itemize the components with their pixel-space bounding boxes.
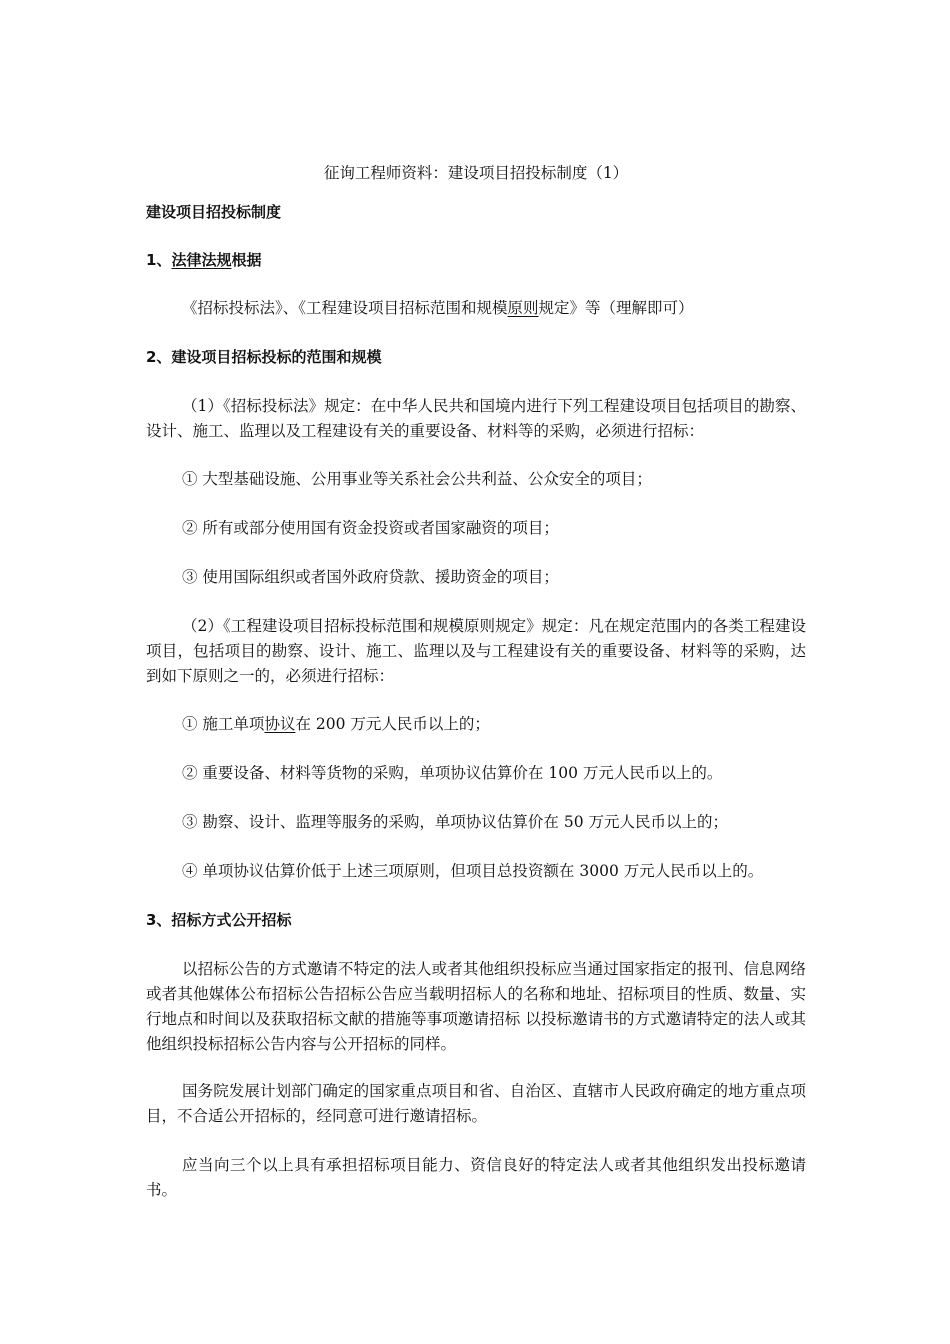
section-3-heading: 3、招标方式公开招标 [146,911,292,929]
section-1-heading [146,248,806,273]
list-item-pre: ① 施工单项 [182,715,265,733]
laws-link[interactable]: 法律法规 [171,251,232,269]
section-1-body [146,296,806,321]
agreement-link[interactable]: 协议 [264,715,296,733]
section-3-paragraph-2: 国务院发展计划部门确定的国家重点项目和省、自治区、直辖市人民政府确定的地方重点项目，不合适公开招标的，经同意可进行邀请招标。 [146,1082,806,1125]
section-3-paragraph-1: 以招标公告的方式邀请不特定的法人或者其他组织投标应当通过国家指定的报刊、信息网络或者其他媒体公布招标公告招标公告应当载明招标人的名称和地址、招标项目的性质、数量、实行地点和时间以及获取招标文献的措施等事项邀请招标 以投标邀请书的方式邀请特定的法人或其他组织投标招标公告内容与公开招标的同样。 [146,960,806,1053]
section-1-prefix: 1、 [146,251,172,269]
section-1-body-post: 规定》等（理解即可） [538,299,694,317]
list-item: ② 所有或部分使用国有资金投资或者国家融资的项目； [182,519,559,537]
section-3-paragraph-3: 应当向三个以上具有承担招标项目能力、资信良好的特定法人或者其他组织发出投标邀请书。 [146,1156,806,1199]
list-item [146,712,806,737]
document-title: 征询工程师资料：建设项目招投标制度（1） [323,164,629,182]
section-2-heading: 2、建设项目招标投标的范围和规模 [146,348,382,366]
section-2-paragraph-1: （1）《招标投标法》规定：在中华人民共和国境内进行下列工程建设项目包括项目的勘察、设计、施工、监理以及工程建设有关的重要设备、材料等的采购，必须进行招标： [146,397,806,440]
document-page [146,0,806,1344]
main-heading: 建设项目招投标制度 [146,203,282,221]
section-1-suffix: 根据 [231,251,262,269]
list-item: ④ 单项协议估算价低于上述三项原则，但项目总投资额在 3000 万元人民币以上的。 [182,862,764,880]
section-1-body-pre: 《招标投标法》、《工程建设项目招标范围和规模 [182,299,508,317]
principle-link[interactable]: 原则 [507,299,539,317]
list-item: ① 大型基础设施、公用事业等关系社会公共利益、公众安全的项目； [182,470,652,488]
list-item: ③ 使用国际组织或者国外政府贷款、援助资金的项目； [182,568,559,586]
section-2-paragraph-2: （2）《工程建设项目招标投标范围和规模原则规定》规定：凡在规定范围内的各类工程建设项目，包括项目的勘察、设计、施工、监理以及与工程建设有关的重要设备、材料等的采购，达到如下原则之一的，必须进行招标： [146,617,806,685]
list-item: ② 重要设备、材料等货物的采购，单项协议估算价在 100 万元人民币以上的。 [182,764,723,782]
list-item-post: 在 200 万元人民币以上的； [295,715,490,733]
list-item: ③ 勘察、设计、监理等服务的采购，单项协议估算价在 50 万元人民币以上的； [182,813,729,831]
